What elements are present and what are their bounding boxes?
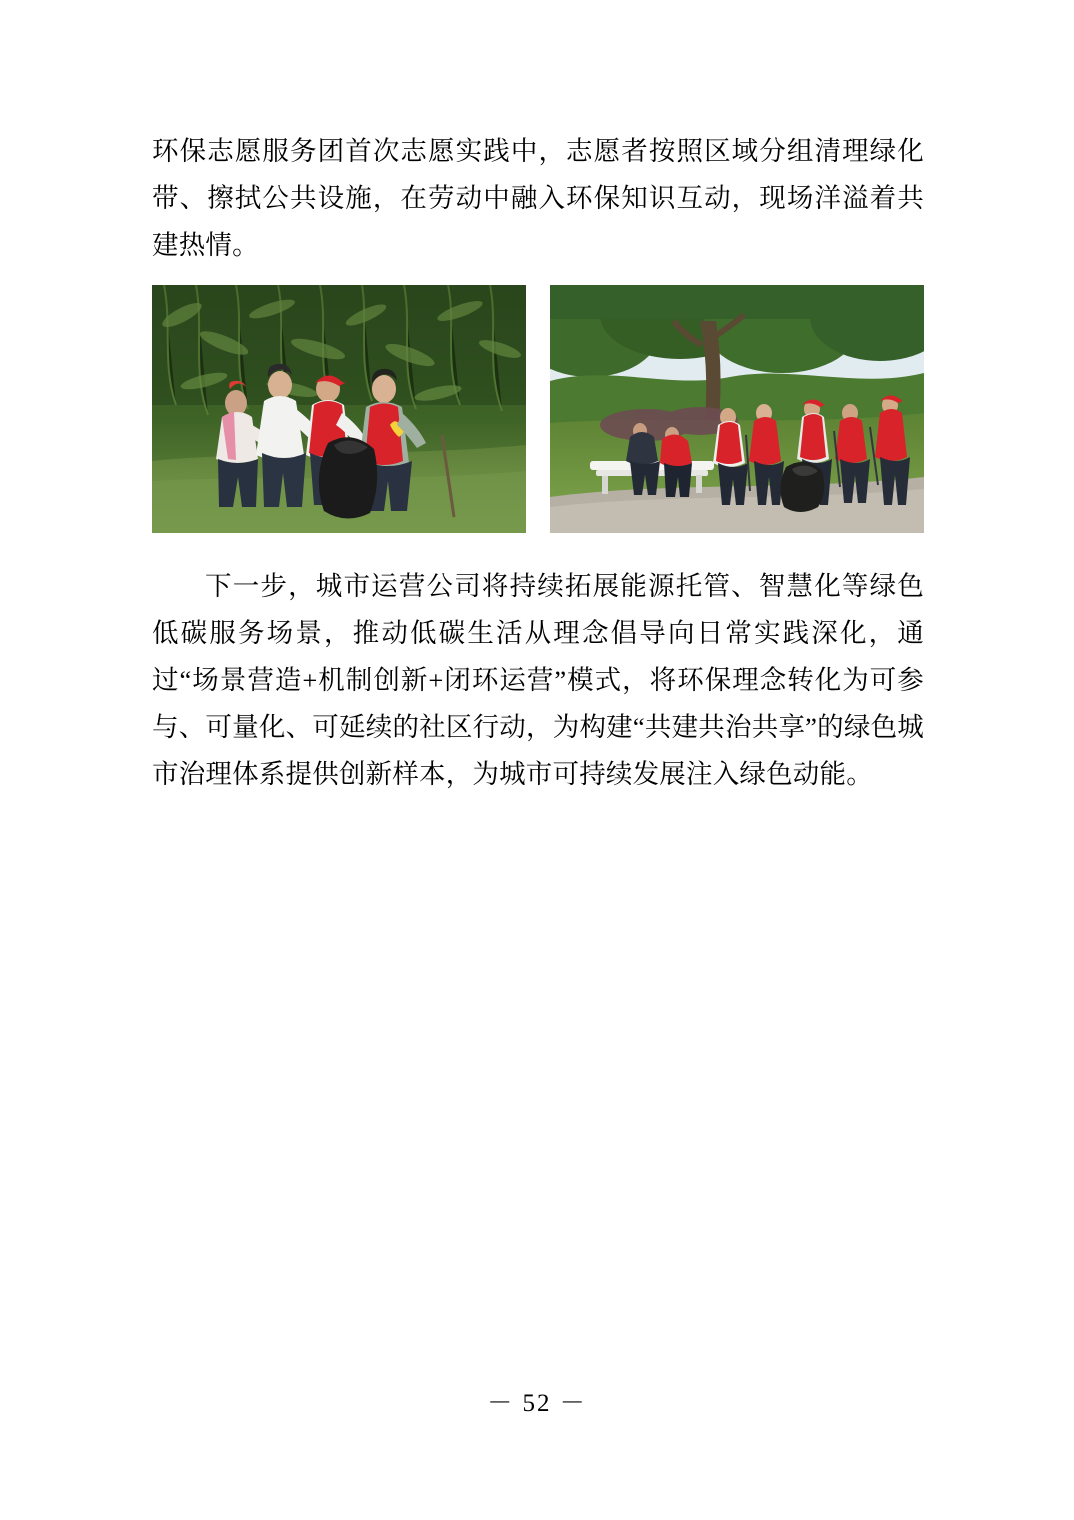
page-number: － 52 － [487, 1390, 587, 1417]
paragraph-1: 环保志愿服务团首次志愿实践中，志愿者按照区域分组清理绿化带、擦拭公共设施，在劳动中融入环保知识互动，现场洋溢着共建热情。 [152, 136, 924, 260]
paragraph-2: 下一步，城市运营公司将持续拓展能源托管、智慧化等绿色低碳服务场景，推动低碳生活从理念倡导向日常实践深化，通过“场景营造+机制创新+闭环运营”模式，将环保理念转化为可参与、可量化、可延续的社区行动，为构建“共建共治共享”的绿色城市治理体系提供创新样本，为城市可持续发展注入绿色动能。 [152, 571, 924, 789]
photo-volunteers-bamboo-grove [152, 285, 526, 533]
page-content [152, 128, 924, 798]
figure-row [152, 285, 924, 533]
photo-volunteers-park-path [550, 285, 924, 533]
